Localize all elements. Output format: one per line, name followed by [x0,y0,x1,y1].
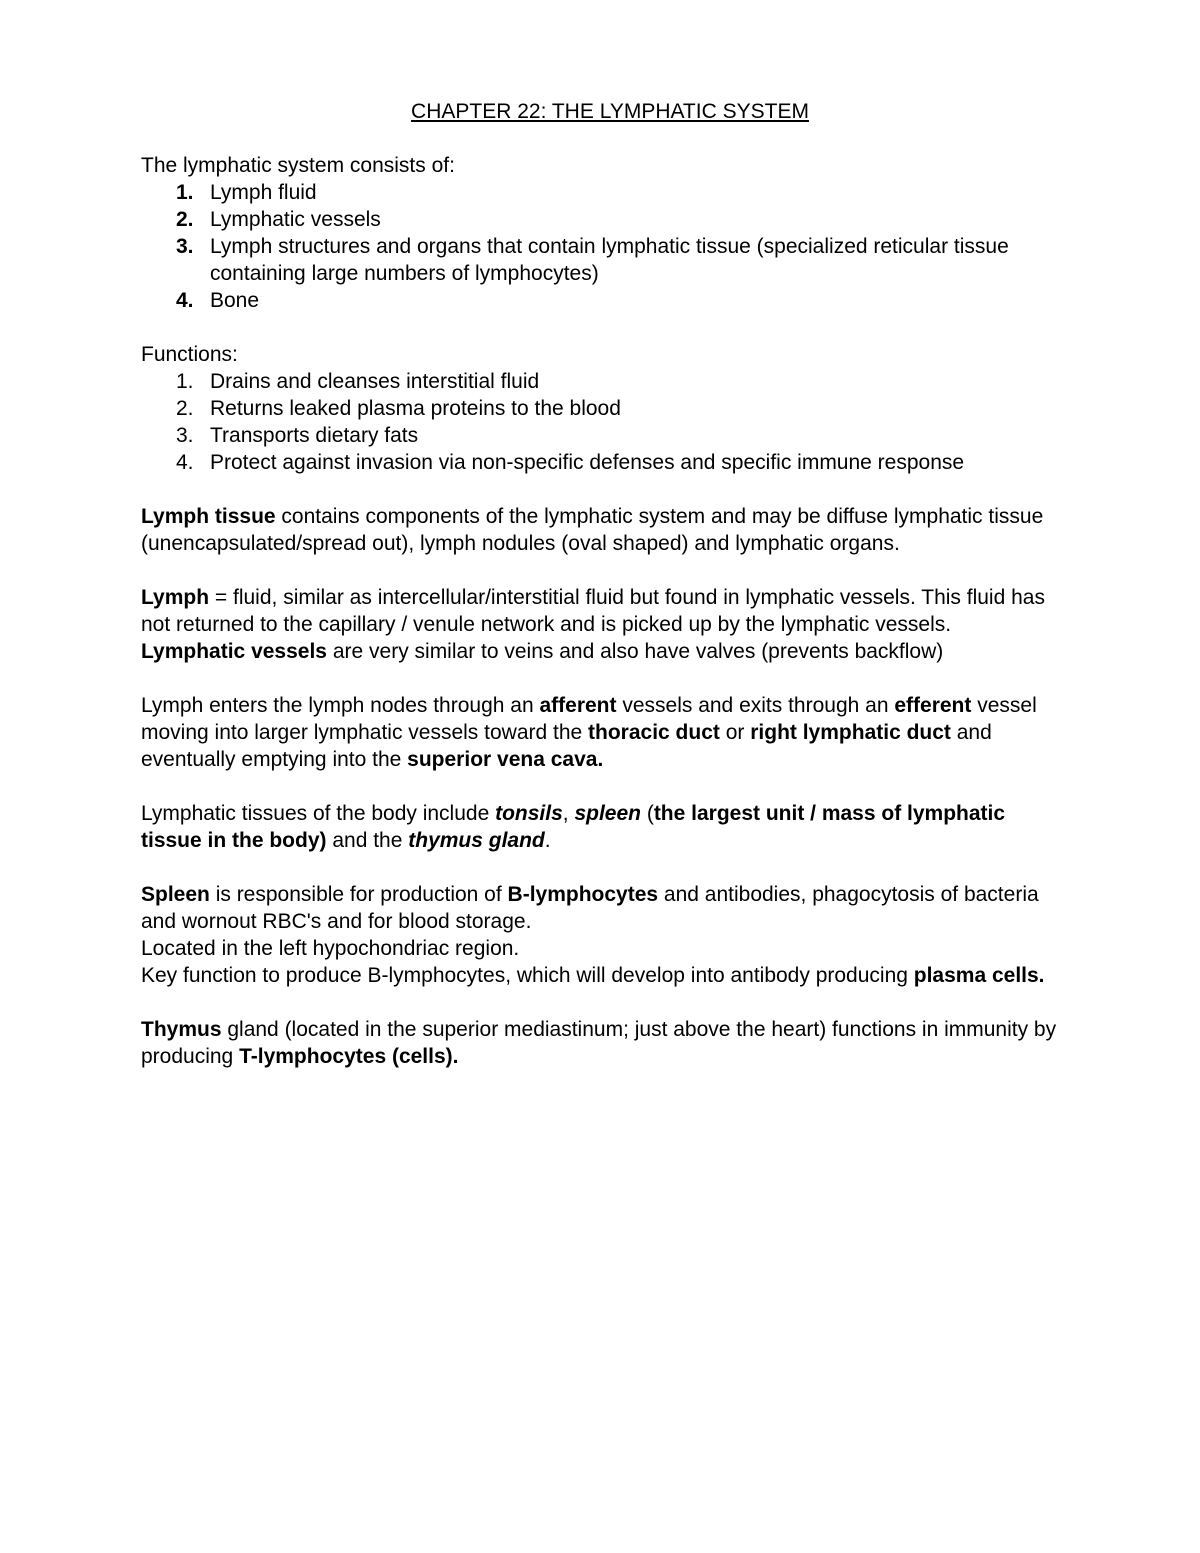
paragraph-text: vessels and exits through an [616,694,895,717]
flow-paragraph [141,692,1071,773]
paragraph-text: . [544,829,551,852]
term-afferent: afferent [539,694,617,717]
term-t-lymphocytes: T-lymphocytes (cells). [239,1045,459,1068]
spleen-location: Located in the left hypochondriac region. [141,937,520,960]
lymph-paragraph [141,584,1071,638]
term-efferent: efferent [894,694,972,717]
paragraph-text: and the [326,829,409,852]
components-list [141,179,1071,314]
paragraph-text: ( [640,802,654,825]
page-title: CHAPTER 22: THE LYMPHATIC SYSTEM [411,100,809,123]
list-number: 1. [176,370,194,393]
paragraph-text: Lymph enters the lymph nodes through an [141,694,540,717]
list-number: 3. [176,424,194,447]
paragraph-text: and eventually emptying into the [141,721,992,771]
paragraph-text: = fluid, similar as intercellular/interstitial fluid but found in lymphatic vessels. This fluid has not returned to the capillary / venule network and is picked up by the lymphatic vessels. [141,586,1045,636]
term-spleen-heading: Spleen [141,883,210,906]
term-lymph: Lymph [141,586,210,609]
term-lymphatic-vessels: Lymphatic vessels [141,640,327,663]
list-item [141,179,1071,206]
list-item-text: Transports dietary fats [210,424,419,447]
list-item [141,395,1071,422]
paragraph-text: gland (located in the superior mediastinum; just above the heart) functions in immunity by producing [141,1018,1057,1068]
vessels-paragraph [141,638,1071,665]
spleen-paragraph [141,881,1071,935]
list-item [141,287,1071,314]
intro-text: The lymphatic system consists of: [141,154,455,177]
list-number: 4. [176,451,194,474]
term-right-lymphatic-duct: right lymphatic duct [750,721,951,744]
list-item-text: Lymph structures and organs that contain lymphatic tissue (specialized reticular tissue containing large numbers of lymphocytes) [210,235,1009,285]
term-superior-vena-cava: superior vena cava. [407,748,604,771]
list-item-text: Bone [210,289,260,312]
list-item-text: Lymphatic vessels [210,208,381,231]
list-item [141,233,1071,287]
list-item-text: Lymph fluid [210,181,317,204]
term-thymus: Thymus [141,1018,222,1041]
paragraph-text: , [562,802,575,825]
list-number: 2. [176,397,194,420]
paragraph-text: vessel moving into larger lymphatic vessels toward the [141,694,1037,744]
term-thoracic-duct: thoracic duct [588,721,720,744]
term-plasma-cells: plasma cells. [913,964,1045,987]
term-lymph-tissue: Lymph tissue [141,505,276,528]
thymus-paragraph [141,1016,1071,1070]
list-item [141,422,1071,449]
list-item-text: Protect against invasion via non-specific defenses and specific immune response [210,451,965,474]
functions-list [141,368,1071,476]
paragraph-text: contains components of the lymphatic system and may be diffuse lymphatic tissue (unencapsulated/spread out), lymph nodules (oval shaped) and lymphatic organs. [141,505,1044,555]
paragraph-text: Key function to produce B-lymphocytes, which will develop into antibody producing [141,964,914,987]
list-number: 1. [176,181,194,204]
list-item-text: Drains and cleanses interstitial fluid [210,370,540,393]
term-thymus-gland: thymus gland [408,829,545,852]
term-tonsils: tonsils [495,802,563,825]
term-spleen: spleen [574,802,641,825]
list-number: 3. [176,235,194,258]
list-item-text: Returns leaked plasma proteins to the blood [210,397,621,420]
paragraph-text: and antibodies, phagocytosis of bacteria and wornout RBC's and for blood storage. [141,883,1039,933]
list-item [141,449,1071,476]
paragraph-text: is responsible for production of [209,883,508,906]
paragraph-text: or [719,721,751,744]
document-body [141,98,1071,1070]
paragraph-text: are very similar to veins and also have valves (prevents backflow) [327,640,944,663]
term-largest-unit: the largest unit / mass of lymphatic tissue in the body) [141,802,1006,852]
functions-heading: Functions: [141,343,238,366]
list-item [141,368,1071,395]
list-item [141,206,1071,233]
spleen-key-function [141,962,1071,989]
tissues-paragraph [141,800,1071,854]
list-number: 2. [176,208,194,231]
list-number: 4. [176,289,194,312]
term-b-lymphocytes: B-lymphocytes [507,883,659,906]
paragraph-text: Lymphatic tissues of the body include [141,802,496,825]
lymph-tissue-paragraph [141,503,1071,557]
